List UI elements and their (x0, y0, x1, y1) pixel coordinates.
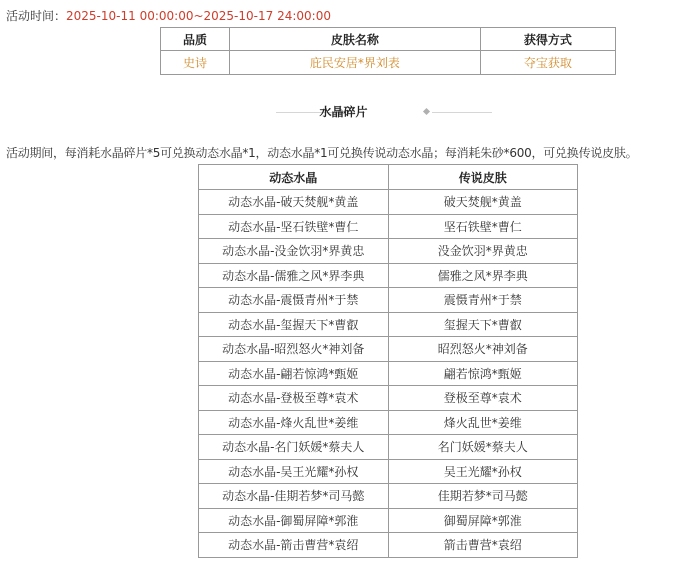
divider-right (432, 112, 492, 113)
dynamic-crystal-cell: 动态水晶-名门妖媛*蔡夫人 (199, 435, 389, 460)
legendary-skin-cell: 破天焚舰*黄盖 (388, 190, 578, 215)
dynamic-crystal-cell: 动态水晶-儒雅之风*界李典 (199, 263, 389, 288)
table-row (199, 337, 578, 362)
legendary-skin-cell: 没金饮羽*界黄忠 (388, 239, 578, 264)
legendary-skin-cell: 儒雅之风*界李典 (388, 263, 578, 288)
table-row (199, 361, 578, 386)
crystal-exchange-table (198, 164, 578, 558)
event-description: 活动期间，每消耗水晶碎片*5可兑换动态水晶*1，动态水晶*1可兑换传说动态水晶；每消耗朱砂*600，可兑换传说皮肤。 (6, 146, 638, 160)
dynamic-crystal-header: 动态水晶 (199, 165, 389, 190)
table-row (199, 214, 578, 239)
dynamic-crystal-cell: 动态水晶-吴王光耀*孙权 (199, 459, 389, 484)
legendary-skin-cell: 佳期若梦*司马懿 (388, 484, 578, 509)
legendary-skin-cell: 震慑青州*于禁 (388, 288, 578, 313)
dynamic-crystal-cell: 动态水晶-御蜀屏障*郭淮 (199, 508, 389, 533)
quality-cell: 史诗 (161, 51, 230, 75)
dynamic-crystal-cell: 动态水晶-没金饮羽*界黄忠 (199, 239, 389, 264)
acquire-method-cell: 夺宝获取 (480, 51, 615, 75)
table-row (199, 263, 578, 288)
event-time (6, 8, 331, 24)
dynamic-crystal-cell: 动态水晶-破天焚舰*黄盖 (199, 190, 389, 215)
legendary-skin-cell: 登极至尊*袁术 (388, 386, 578, 411)
table-row (199, 312, 578, 337)
table-row (161, 51, 616, 75)
dynamic-crystal-cell: 动态水晶-昭烈怒火*神刘备 (199, 337, 389, 362)
skin-name-cell: 庇民安居*界刘表 (229, 51, 480, 75)
event-time-value: 2025-10-11 00:00:00~2025-10-17 24:00:00 (66, 9, 331, 23)
dynamic-crystal-cell: 动态水晶-坚石铁壁*曹仁 (199, 214, 389, 239)
dynamic-crystal-cell: 动态水晶-翩若惊鸿*甄姬 (199, 361, 389, 386)
dynamic-crystal-cell: 动态水晶-登极至尊*袁术 (199, 386, 389, 411)
legendary-skin-cell: 玺握天下*曹叡 (388, 312, 578, 337)
table-row (199, 484, 578, 509)
legendary-skin-cell: 吴王光耀*孙权 (388, 459, 578, 484)
crystal-table-body (199, 190, 578, 558)
table-row (199, 459, 578, 484)
section-header (0, 104, 687, 120)
event-time-label: 活动时间： (6, 9, 67, 23)
table-row (199, 435, 578, 460)
legendary-skin-cell: 箭击曹营*袁绍 (388, 533, 578, 558)
table-header-row (199, 165, 578, 190)
acquire-method-header: 获得方式 (480, 28, 615, 51)
legendary-skin-cell: 坚石铁壁*曹仁 (388, 214, 578, 239)
table-row (199, 190, 578, 215)
legendary-skin-cell: 御蜀屏障*郭淮 (388, 508, 578, 533)
skin-info-table (160, 27, 616, 75)
section-title: 水晶碎片 (319, 105, 368, 119)
table-header-row (161, 28, 616, 51)
table-row (199, 508, 578, 533)
legendary-skin-header: 传说皮肤 (388, 165, 578, 190)
table-row (199, 410, 578, 435)
legendary-skin-cell: 昭烈怒火*神刘备 (388, 337, 578, 362)
legendary-skin-cell: 烽火乱世*姜维 (388, 410, 578, 435)
legendary-skin-cell: 名门妖媛*蔡夫人 (388, 435, 578, 460)
skin-name-header: 皮肤名称 (229, 28, 480, 51)
dynamic-crystal-cell: 动态水晶-佳期若梦*司马懿 (199, 484, 389, 509)
dynamic-crystal-cell: 动态水晶-震慑青州*于禁 (199, 288, 389, 313)
dynamic-crystal-cell: 动态水晶-玺握天下*曹叡 (199, 312, 389, 337)
table-row (199, 386, 578, 411)
dynamic-crystal-cell: 动态水晶-烽火乱世*姜维 (199, 410, 389, 435)
table-row (199, 288, 578, 313)
legendary-skin-cell: 翩若惊鸿*甄姬 (388, 361, 578, 386)
dynamic-crystal-cell: 动态水晶-箭击曹营*袁绍 (199, 533, 389, 558)
quality-header: 品质 (161, 28, 230, 51)
table-row (199, 533, 578, 558)
table-row (199, 239, 578, 264)
